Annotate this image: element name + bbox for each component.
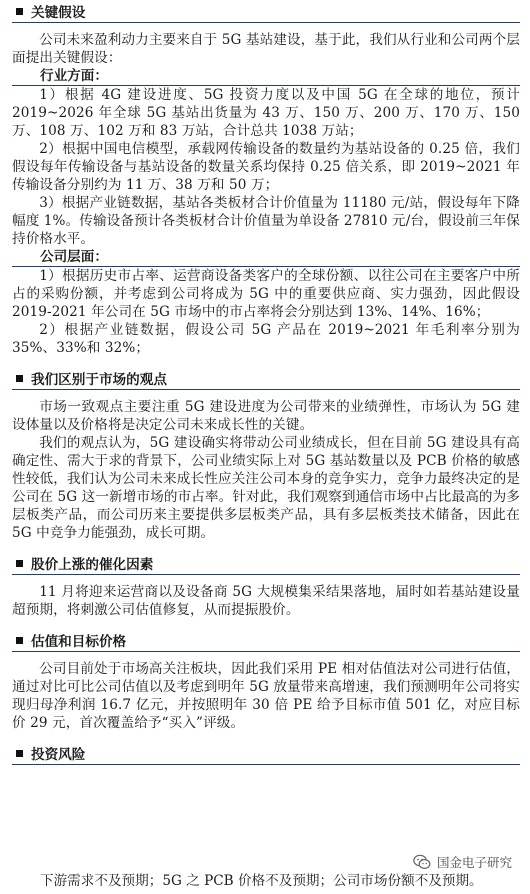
paragraph: 1）根据 4G 建设进度、5G 投资力度以及中国 5G 在全球的地位，预计 2019~2026 年全球 5G 基站出货量为 43 万、150 万、200 万、170 万、150 万、108 万、102 万和 83 万站，合计总共 1038 万站；: [12, 87, 520, 139]
square-bullet-icon: [16, 8, 23, 15]
paragraph: 2）根据中国电信模型，承载网传输设备的数量约为基站设备的 0.25 倍，我们假设每年传输设备与基站设备的数量关系均保持 0.25 倍关系，即 2019~2021 年传输设备分别约为 11 万、38 万和 50 万；: [12, 141, 520, 193]
subheader-company: [12, 248, 520, 267]
square-bullet-icon: [16, 560, 23, 567]
paragraph: 3）根据产业链数据，基站各类板材合计价值量为 11180 元/站，假设每年下降幅度 1%。传输设备预计各类板材合计价值量为单设备 27810 元/台，假设前三年保持价格水平。: [12, 195, 520, 247]
section-title: 股价上涨的催化因素: [31, 557, 154, 573]
square-bullet-icon: [16, 375, 23, 382]
subheader-label: 行业方面：: [40, 68, 108, 84]
paragraph: 公司目前处于市场高关注板块，因此我们采用 PE 相对估值法对公司进行估值，通过对比可比公司估值以及考虑到明年 5G 放量带来高增速，我们预测明年公司将实现归母净利润 16.7 亿元，并按照明年 30 倍 PE 给予目标市值 501 亿，对应目标价 29 元，首次覆盖给予“买入”评级。: [12, 661, 520, 731]
paragraph: 11 月将迎来运营商以及设备商 5G 大规模集采结果落地，届时如若基站建设量超预期，将刺激公司估值修复，从而提振股价。: [12, 584, 520, 618]
section-title: 我们区别于市场的观点: [31, 372, 167, 388]
section-valuation: [12, 629, 520, 732]
section-title: 估值和目标价格: [31, 634, 127, 650]
wechat-icon: [413, 854, 431, 870]
subheader-label: 公司层面：: [40, 249, 108, 265]
subheader-industry: [12, 67, 520, 86]
square-bullet-icon: [16, 750, 23, 757]
paragraph: 我们的观点认为，5G 建设确实将带动公司业绩成长，但在目前 5G 建设具有高确定性、需大于求的背景下，公司业绩实际上对 5G 基站数量以及 PCB 价格的敏感性较低，我们认为公司未来成长性应关注公司本身的竞争实力，竞争力最终决定的是公司在 5G 这一新增市场的市占率。针对此，我们观察到通信市场中占比最高的为多层板类产品，而公司历来主要提供多层板类产品，具有多层板类技术储备，因此在 5G 中竞争力能强劲，成长可期。: [12, 435, 520, 541]
section-header: [12, 367, 520, 390]
section-header: [12, 552, 520, 575]
section-risk: [12, 742, 520, 765]
section-key-assumptions: [12, 0, 520, 357]
risk-text: 下游需求不及预期；5G 之 PCB 价格不及预期；公司市场份额不及预期。: [40, 873, 483, 889]
section-header: [12, 742, 520, 765]
section-header: [12, 629, 520, 652]
section-different-view: [12, 367, 520, 542]
square-bullet-icon: [16, 637, 23, 644]
watermark: [409, 852, 516, 872]
watermark-text: 国金电子研究: [436, 855, 512, 870]
paragraph: 市场一致观点主要注重 5G 建设进度为公司带来的业绩弹性，市场认为 5G 建设体量以及价格将是决定公司未来成长性的关键。: [12, 399, 520, 433]
section-title: 投资风险: [31, 747, 86, 763]
paragraph: 1）根据历史市占率、运营商设备类客户的全球份额、以往公司在主要客户中所占的采购份额，并考虑到公司将成为 5G 中的重要供应商、实力强劲，因此假设 2019-2021 年公司在 5G 市场中的市占率将会分别达到 13%、14%、16%；: [12, 268, 520, 320]
section-catalyst: [12, 552, 520, 619]
paragraph: 公司未来盈利动力主要来自于 5G 基站建设，基于此，我们从行业和公司两个层面提出关键假设：: [12, 32, 520, 66]
section-title: 关键假设: [31, 5, 86, 21]
section-header: [12, 0, 520, 23]
paragraph: 2）根据产业链数据，假设公司 5G 产品在 2019~2021 年毛利率分别为 35%、33%和 32%；: [12, 322, 520, 356]
